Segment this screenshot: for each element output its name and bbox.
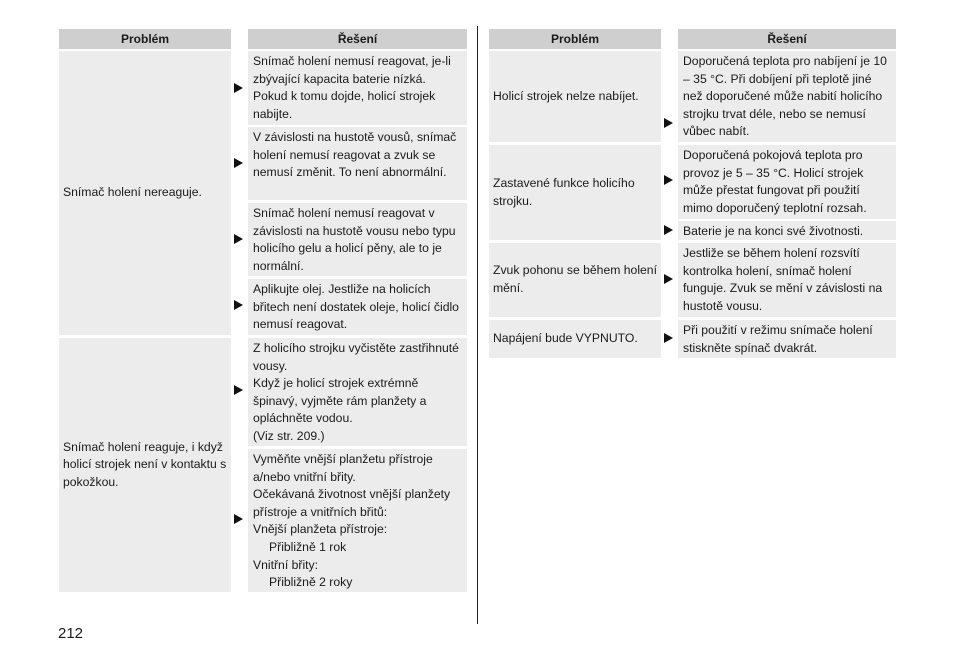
arrow-icon [234,514,243,524]
problem-text: Snímač holení reaguje, i když holicí strojek není v kontaktu s pokožkou. [63,439,227,489]
outer-foil-value: Přibližně 1 rok [269,539,347,554]
solution-cell [248,279,467,335]
solution-text: Při použití v režimu snímače holení stiskněte spínač dvakrát. [683,323,873,355]
solution-cell [678,320,896,358]
column-divider [477,26,478,624]
problem-text: Snímač holení nereaguje. [63,185,202,200]
solution-cell [248,338,467,446]
solution-line: Očekávaná životnost vnější planžety přístroje a vnitřních břitů: [253,487,451,519]
page-number: 212 [58,625,84,642]
arrow-icon [664,118,673,128]
solution-cell [678,145,896,219]
solution-text: Snímač holení nemusí reagovat, je-li zbývající kapacita baterie nízká. Pokud k tomu dojde, holicí strojek nabijte. [253,54,451,121]
problem-cell [59,51,231,335]
solution-cell [248,203,467,276]
problem-cell [489,51,661,142]
solution-cell [678,243,896,317]
solution-text: Aplikujte olej. Jestliže na holicích břitech není dostatek oleje, holicí čidlo nemusí reagovat. [253,282,459,332]
solution-line: Vyměňte vnější planžetu přístroje a/nebo vnitřní břity. [253,452,433,484]
problem-text: Napájení bude VYPNUTO. [493,331,638,346]
arrow-icon [234,158,243,168]
solution-text: Doporučená teplota pro nabíjení je 10 – 35 °C. Při dobíjení při teplotě jiné než doporučené může nabití holicího strojku trvat déle, nebo se nemusí vůbec nabít. [683,54,887,139]
solution-text: Doporučená pokojová teplota pro provoz je 5 – 35 °C. Holicí strojek může přestat fungovat při použití mimo doporučený teplotní rozsah. [683,148,867,215]
inner-blade-label: Vnitřní břity: [253,557,319,572]
inner-blade-value: Přibližně 2 roky [269,575,353,590]
problem-text: Zastavené funkce holicího strojku. [493,175,635,208]
problem-cell [489,243,661,317]
arrow-icon [664,333,673,343]
solution-cell [678,51,896,142]
solution-cell [248,449,467,592]
solution-line: Z holicího strojku vyčistěte zastřihnuté vousy. [253,341,459,373]
arrow-icon [234,300,243,310]
solution-text: Snímač holení nemusí reagovat v závislosti na hustotě vousu nebo typu holicího gelu a holicí pěny, ale to je normální. [253,206,456,273]
solution-cell [248,51,467,125]
arrow-icon [664,225,673,235]
outer-foil-label: Vnější planžeta přístroje: [253,522,388,537]
solution-line: Když je holicí strojek extrémně špinavý, vyjměte rám planžety a opláchněte vodou. [253,376,427,426]
problem-cell [489,320,661,358]
left-header-problem: Problém [59,29,231,49]
problem-text: Holicí strojek nelze nabíjet. [493,88,639,103]
problem-cell [489,145,661,240]
right-header-solution: Řešení [678,29,896,49]
arrow-icon [664,175,673,185]
solution-text: V závislosti na hustotě vousů, snímač holení nemusí reagovat a zvuk se nemusí změnit. To není abnormální. [253,130,457,180]
problem-text: Zvuk pohonu se během holení mění. [493,263,657,295]
solution-text: Baterie je na konci své životnosti. [683,224,864,238]
solution-text: Jestliže se během holení rozsvítí kontrolka holení, snímač holení funguje. Zvuk se mění v závislosti na hustotě vousu. [683,246,883,313]
solution-cell [678,221,896,240]
solution-line: (Viz str. 209.) [253,428,325,443]
arrow-icon [234,385,243,395]
arrow-icon [234,83,243,93]
right-header-problem: Problém [489,29,661,49]
solution-cell [248,127,467,200]
arrow-icon [664,274,673,284]
left-header-solution: Řešení [248,29,467,49]
arrow-icon [234,234,243,244]
problem-cell [59,338,231,592]
